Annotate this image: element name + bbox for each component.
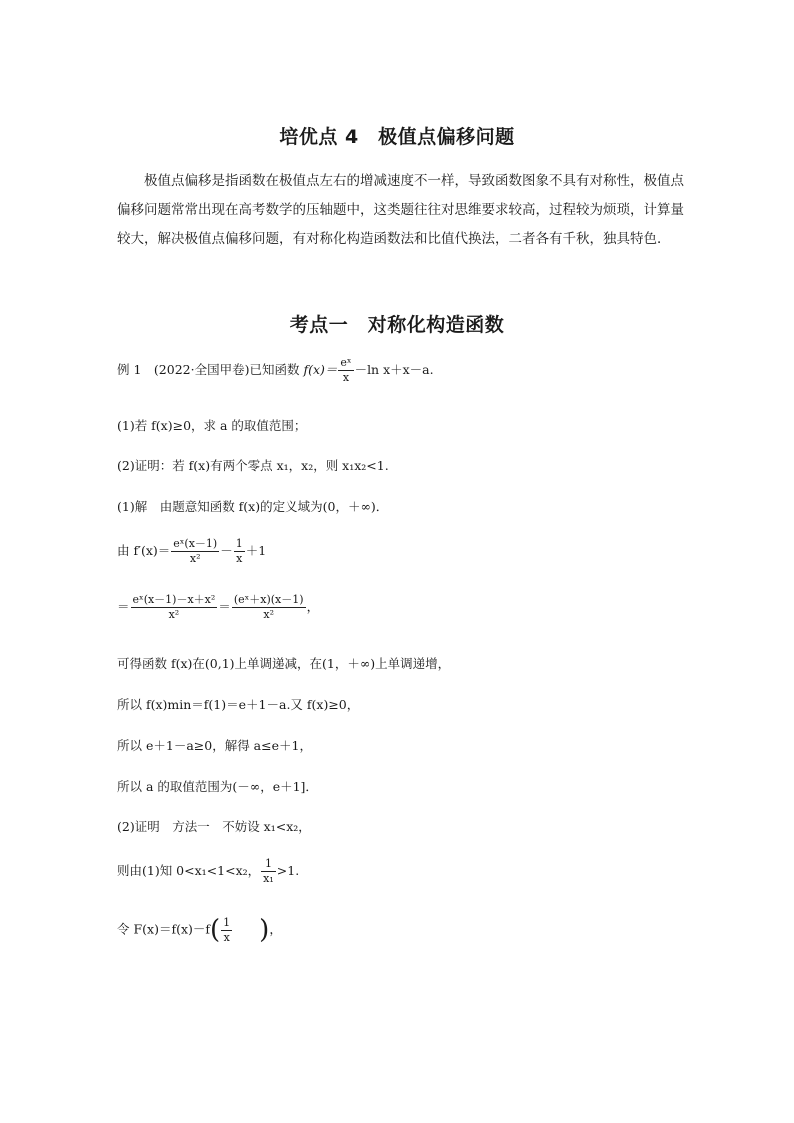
derivative-simplified: ＝ $\frac{\text{eˣ(x－1)－x＋x²}}{\text{x²}}$ ＝ $\frac{\text{(eˣ＋x)(x－1)}}{\text{x²}}$ ， [117,593,320,621]
topic-title: 考点一 对称化构造函数 [289,314,505,336]
solution-step-2: 可得函数 f(x)在(0,1)上单调递减，在(1，＋∞)上单调递增， [117,656,451,671]
derivative-line: 由 f′(x)＝ $\frac{\text{eˣ(x－1)}}{\text{x²}}$ － $\frac{1}{x}$ ＋1 [117,537,267,565]
solution-step-8: 令 F(x)＝f(x)－f( $\frac{1}{x}$ )， [117,915,282,945]
intro-paragraph: 极值点偏移是指函数在极值点左右的增减速度不一样，导致函数图象不具有对称性，极值点偏移问题常常出现在高考数学的压轴题中，这类题往往对思维要求较高，过程较为烦琐，计算量较大，解决极值点偏移问题，有对称化构造函数法和比值代换法，二者各有千秋，独具特色． [117,173,684,247]
question-2: (2)证明：若 f(x)有两个零点 x₁，x₂，则 x₁x₂<1. [117,458,389,473]
solution-step-3: 所以 f(x)min＝f(1)＝e＋1－a.又 f(x)≥0， [117,697,360,712]
solution-step-4: 所以 e＋1－a≥0，解得 a≤e＋1， [117,738,312,753]
example-fraction: $\frac{\text{eˣ}}{x}$ [340,356,352,384]
solution-step-5: 所以 a 的取值范围为(－∞，e＋1]． [117,779,318,794]
solution-step-6: (2)证明 方法一 不妨设 x₁<x₂， [117,819,311,834]
section-title: 培优点 4 极值点偏移问题 [279,126,515,148]
solution-step-1: (1)解 由题意知函数 f(x)的定义域为(0，＋∞)． [117,499,389,514]
example-statement: 例 1 (2022·全国甲卷)已知函数 f(x)＝ $\frac{\text{eˣ}}{x}$ －ln x＋x－a. [117,356,434,384]
solution-step-7: 则由(1)知 0<x₁<1<x₂， $\frac{1}{\text{x₁}}$ >1. [117,857,300,885]
question-1: (1)若 f(x)≥0，求 a 的取值范围； [117,418,307,433]
